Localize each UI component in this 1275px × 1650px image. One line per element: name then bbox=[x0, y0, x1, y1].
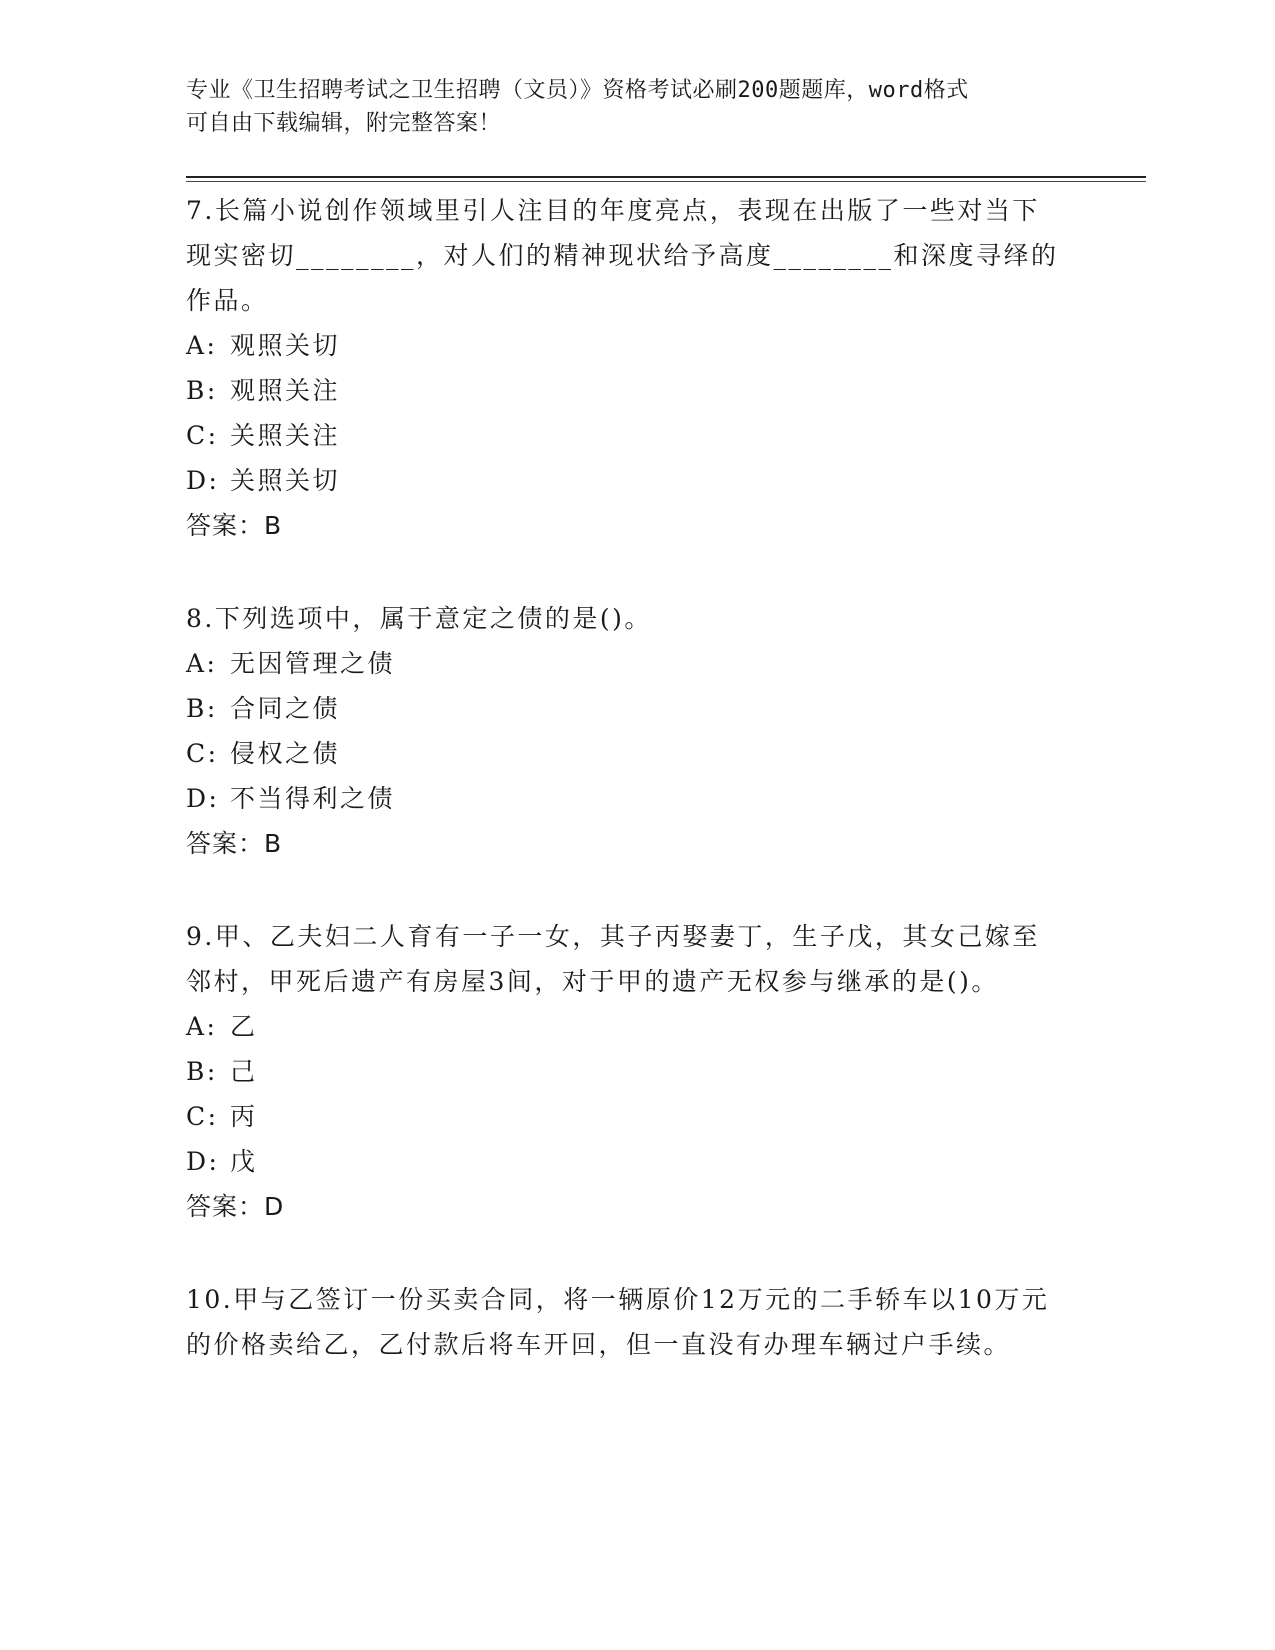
option-key: D: bbox=[186, 784, 220, 813]
option-text: 侵权之债 bbox=[230, 739, 341, 768]
option-text: 无因管理之债 bbox=[230, 649, 396, 678]
document-header bbox=[186, 74, 1066, 140]
header-title-line-1: 专业《卫生招聘考试之卫生招聘（文员）》资格考试必刷200题题库，word格式 bbox=[186, 78, 969, 103]
option-a bbox=[186, 641, 1066, 686]
option-text: 合同之债 bbox=[230, 694, 341, 723]
question-stem: 9.甲、乙夫妇二人育有一子一女，其子丙娶妻丁，生子戊，其女己嫁至邻村，甲死后遗产有房屋3间，对于甲的遗产无权参与继承的是()。 bbox=[186, 922, 1040, 996]
option-d bbox=[186, 1139, 1066, 1184]
option-text: 观照关切 bbox=[230, 331, 341, 360]
header-divider-thick bbox=[186, 176, 1146, 178]
option-text: 关照关切 bbox=[230, 466, 341, 495]
option-d bbox=[186, 458, 1066, 503]
question-9 bbox=[186, 914, 1066, 1229]
answer-line: 答案：D bbox=[186, 1192, 285, 1221]
option-d bbox=[186, 776, 1066, 821]
option-b bbox=[186, 368, 1066, 413]
option-b bbox=[186, 686, 1066, 731]
question-stem: 7.长篇小说创作领域里引人注目的年度亮点，表现在出版了一些对当下现实密切________，对人们的精神现状给予高度________和深度寻绎的作品。 bbox=[186, 196, 1059, 315]
option-a bbox=[186, 1004, 1066, 1049]
option-key: B: bbox=[186, 376, 218, 405]
option-b bbox=[186, 1049, 1066, 1094]
option-c bbox=[186, 1094, 1066, 1139]
option-c bbox=[186, 413, 1066, 458]
option-key: C: bbox=[186, 421, 219, 450]
question-10 bbox=[186, 1277, 1066, 1367]
question-8 bbox=[186, 596, 1066, 866]
option-text: 己 bbox=[230, 1057, 258, 1086]
option-key: A: bbox=[186, 1012, 218, 1041]
option-key: B: bbox=[186, 1057, 218, 1086]
option-text: 不当得利之债 bbox=[230, 784, 396, 813]
option-key: D: bbox=[186, 1147, 220, 1176]
header-divider-thin bbox=[186, 181, 1146, 182]
option-key: B: bbox=[186, 694, 218, 723]
option-text: 乙 bbox=[230, 1012, 258, 1041]
question-list bbox=[186, 188, 1066, 1415]
answer-line: 答案：B bbox=[186, 511, 283, 540]
option-a bbox=[186, 323, 1066, 368]
option-key: D: bbox=[186, 466, 220, 495]
question-stem: 10.甲与乙签订一份买卖合同，将一辆原价12万元的二手轿车以10万元的价格卖给乙，乙付款后将车开回，但一直没有办理车辆过户手续。 bbox=[186, 1285, 1050, 1359]
header-title-line-2: 可自由下载编辑，附完整答案！ bbox=[186, 111, 502, 136]
option-text: 关照关注 bbox=[230, 421, 341, 450]
question-7 bbox=[186, 188, 1066, 548]
answer-line: 答案：B bbox=[186, 829, 283, 858]
option-text: 观照关注 bbox=[230, 376, 341, 405]
option-key: C: bbox=[186, 1102, 219, 1131]
option-key: C: bbox=[186, 739, 219, 768]
option-c bbox=[186, 731, 1066, 776]
option-key: A: bbox=[186, 331, 218, 360]
question-stem: 8.下列选项中，属于意定之债的是()。 bbox=[186, 604, 652, 633]
option-key: A: bbox=[186, 649, 218, 678]
option-text: 丙 bbox=[230, 1102, 258, 1131]
option-text: 戊 bbox=[230, 1147, 258, 1176]
